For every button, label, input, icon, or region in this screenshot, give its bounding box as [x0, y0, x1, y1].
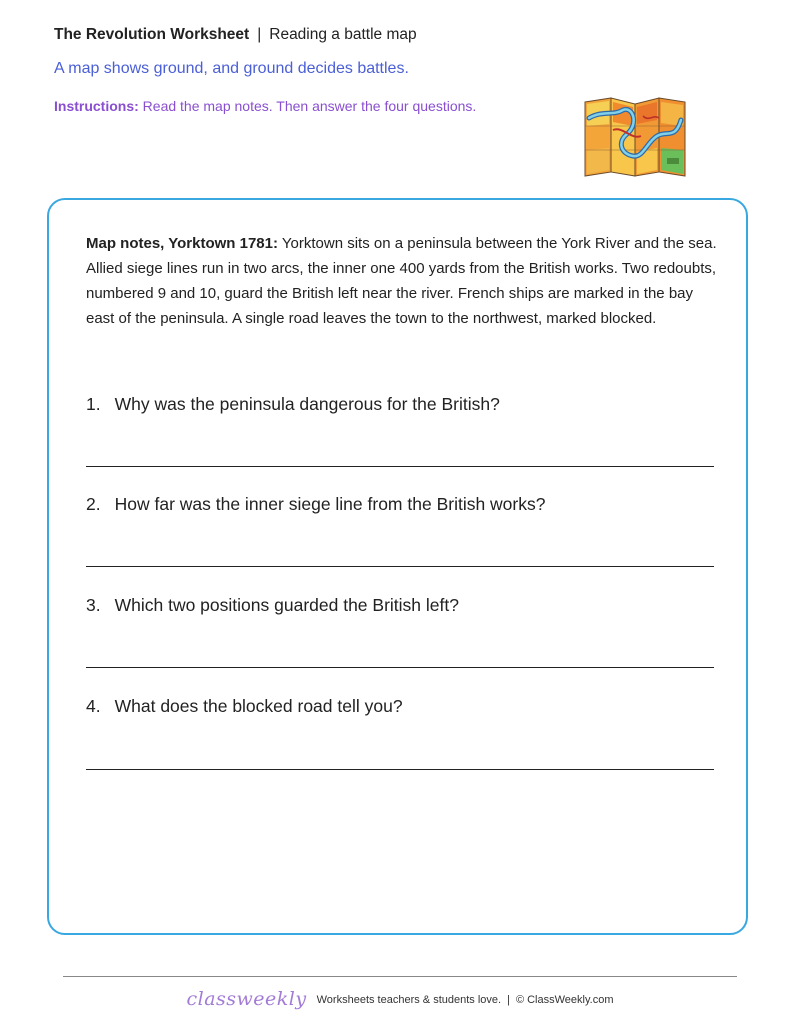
question-number: 1. [86, 394, 101, 414]
worksheet-title: The Revolution Worksheet [54, 26, 250, 43]
question-4 [86, 696, 714, 717]
question-3 [86, 595, 714, 616]
question-number: 3. [86, 595, 101, 615]
footer-separator: | [507, 994, 510, 1006]
instructions-text: Read the map notes. Then answer the four questions. [142, 98, 477, 114]
map-notes [86, 231, 718, 331]
header-separator: | [257, 26, 262, 43]
instructions [54, 98, 476, 114]
classweekly-logo: classweekly [186, 988, 307, 1010]
question-number: 4. [86, 696, 101, 716]
footer-copyright: © ClassWeekly.com [515, 994, 614, 1006]
answer-line[interactable] [86, 769, 714, 770]
worksheet-header [54, 26, 417, 44]
answer-line[interactable] [86, 466, 714, 467]
map-notes-label: Map notes, Yorktown 1781: [86, 235, 278, 252]
question-2 [86, 494, 714, 515]
question-number: 2. [86, 494, 101, 514]
footer [0, 988, 800, 1010]
question-text: How far was the inner siege line from the British works? [114, 494, 546, 514]
question-text: What does the blocked road tell you? [114, 696, 403, 716]
folded-map-icon [583, 96, 687, 178]
question-text: Why was the peninsula dangerous for the British? [114, 394, 500, 414]
answer-line[interactable] [86, 667, 714, 668]
worksheet-subtitle: A map shows ground, and ground decides battles. [54, 60, 409, 77]
answer-line[interactable] [86, 566, 714, 567]
footer-tagline: Worksheets teachers & students love. [316, 994, 502, 1006]
question-1 [86, 394, 714, 415]
question-text: Which two positions guarded the British left? [114, 595, 459, 615]
footer-divider [63, 976, 737, 977]
worksheet-topic: Reading a battle map [269, 26, 417, 43]
instructions-label: Instructions: [54, 98, 139, 114]
map-notes-text: Yorktown sits on a peninsula between the York River and the sea. Allied siege lines run in two arcs, the inner one 400 yards from the British works. Two redoubts, numbered 9 and 10, guard the British left near the river. French ships are marked in the bay east of the peninsula. A single road leaves the town to the northwest, marked blocked. [86, 235, 717, 327]
